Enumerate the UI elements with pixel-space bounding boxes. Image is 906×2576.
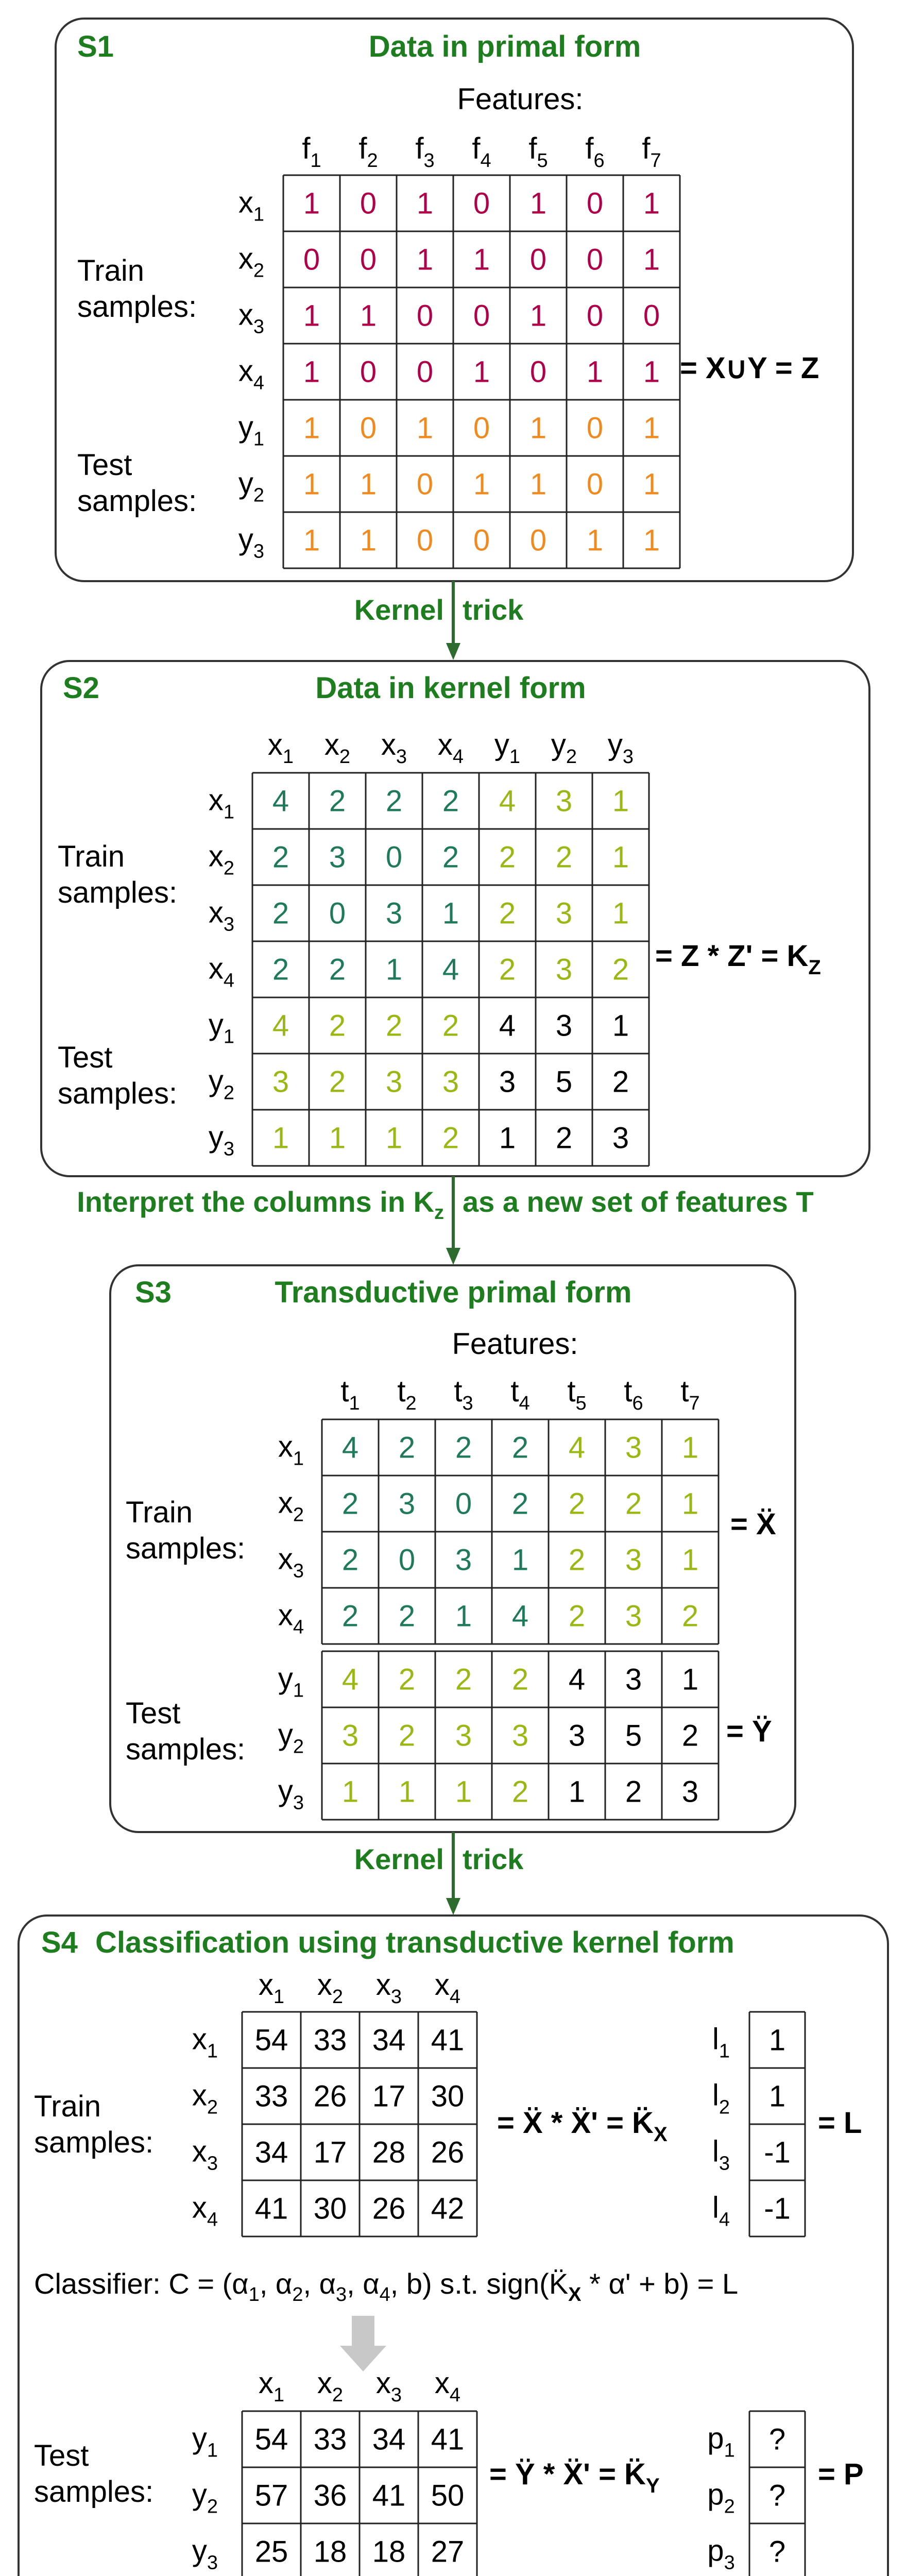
s2-row-label: $y_3$ — [208, 1120, 235, 1160]
s3-cell: 1 — [681, 1487, 699, 1521]
s2-train-label-2: samples: — [58, 876, 178, 909]
s4-train-cell: 26 — [372, 2192, 406, 2226]
s4-label-cell: 1 — [768, 2023, 786, 2057]
s4-label-name: $l_2$ — [712, 2078, 730, 2119]
s4-test-cell: 33 — [313, 2422, 347, 2456]
s1-cell: 0 — [586, 243, 604, 277]
s3-col-label: $t_1$ — [340, 1375, 360, 1414]
s3-row-label: $x_3$ — [278, 1542, 304, 1582]
s1-cell: 1 — [473, 355, 490, 389]
s4-test-cell: 41 — [431, 2422, 465, 2456]
s2-id: S2 — [63, 671, 99, 705]
s4-test-col-label: $x_3$ — [375, 2366, 402, 2406]
s1-cell: 1 — [643, 411, 660, 445]
s1-cell: 1 — [529, 299, 547, 333]
s3-cell: 4 — [568, 1431, 586, 1465]
s2-cell: 2 — [385, 784, 403, 818]
s2-cell: 3 — [555, 1009, 573, 1043]
s1-cell: 0 — [416, 299, 434, 333]
s4-train-cell: 54 — [254, 2023, 288, 2057]
s2-cell: 5 — [555, 1065, 573, 1099]
s2-row-label: $x_2$ — [208, 839, 235, 879]
s1-cell: 1 — [643, 467, 660, 501]
s2-col-label: $y_3$ — [607, 728, 634, 768]
s1-cell: 0 — [586, 299, 604, 333]
s4-train-row-label: $x_3$ — [192, 2134, 218, 2175]
s2-cell: 2 — [272, 896, 289, 930]
s2-cell: 2 — [329, 784, 346, 818]
s4-train-cell: 33 — [313, 2023, 347, 2057]
s2-test-label-2: samples: — [58, 1077, 178, 1110]
s2-row-label: $y_2$ — [208, 1064, 235, 1104]
s2-cell: 2 — [385, 1009, 403, 1043]
s3-cell: 2 — [681, 1599, 699, 1633]
s4-pred-name: $p_3$ — [707, 2534, 735, 2574]
s3-col-label: $t_6$ — [624, 1375, 643, 1414]
s1-train-label-2: samples: — [77, 290, 197, 324]
s3-equation-train: = Ẍ — [730, 1507, 776, 1541]
s3-cell: 1 — [681, 1431, 699, 1465]
s2-col-label: $x_3$ — [381, 728, 407, 768]
s4-train-cell: 30 — [313, 2192, 347, 2226]
s2-cell: 2 — [329, 1009, 346, 1043]
s1-cell: 1 — [416, 411, 434, 445]
s3-cell: 1 — [511, 1543, 529, 1577]
s2-cell: 2 — [442, 840, 459, 874]
s1-equation: = X∪Y = Z — [680, 351, 819, 385]
s3-cell: 2 — [398, 1599, 416, 1633]
s4-test-row-label: $y_2$ — [192, 2478, 218, 2518]
s3-cell: 3 — [341, 1719, 359, 1753]
s1-col-label: $f_6$ — [585, 132, 605, 172]
s1-cell: 1 — [643, 243, 660, 277]
s3-cell: 2 — [398, 1663, 416, 1697]
s2-cell: 4 — [272, 1009, 289, 1043]
s1-col-label: $f_4$ — [472, 132, 491, 172]
s2-cell: 3 — [385, 1065, 403, 1099]
s4-test-cell: 41 — [372, 2479, 406, 2513]
s4-test-cell: 50 — [431, 2479, 465, 2513]
s3-cell: 2 — [681, 1719, 699, 1753]
s4-pred-name: $p_1$ — [707, 2421, 735, 2462]
s3-col-label: $t_4$ — [510, 1375, 530, 1414]
s1-cell: 1 — [529, 467, 547, 501]
s2-cell: 3 — [329, 840, 346, 874]
s1-cell: 1 — [303, 187, 320, 221]
s4-train-label-2: samples: — [34, 2126, 154, 2159]
s1-cell: 1 — [360, 299, 377, 333]
s1-cell: 1 — [643, 523, 660, 557]
s3-cell: 2 — [568, 1599, 586, 1633]
s4-pred-name: $p_2$ — [707, 2478, 735, 2518]
s2-cell: 2 — [555, 1121, 573, 1155]
s1-col-label: $f_3$ — [415, 132, 435, 172]
s1-col-label: $f_7$ — [642, 132, 661, 172]
s3-cell: 3 — [568, 1719, 586, 1753]
s1-cell: 0 — [360, 187, 377, 221]
s2-cell: 1 — [499, 1121, 516, 1155]
s1-cell: 1 — [586, 355, 604, 389]
arrow2-label-a: Interpret the columns in $K_z$ — [77, 1185, 444, 1224]
s1-col-label: $f_1$ — [302, 132, 321, 172]
s4-test-cell: 25 — [254, 2535, 288, 2569]
s2-cell: 1 — [612, 1009, 629, 1043]
s4-train-cell: 41 — [254, 2192, 288, 2226]
s2-cell: 2 — [612, 953, 629, 987]
s2-cell: 2 — [612, 1065, 629, 1099]
s4-test-row-label: $y_3$ — [192, 2534, 218, 2574]
s1-cell: 0 — [473, 523, 490, 557]
s4-test-cell: 27 — [431, 2535, 465, 2569]
s1-row-label: $y_2$ — [238, 466, 265, 506]
s3-cell: 2 — [398, 1431, 416, 1465]
s3-cell: 3 — [625, 1663, 642, 1697]
s4-train-row-label: $x_1$ — [192, 2022, 218, 2062]
s3-col-label: $t_3$ — [454, 1375, 473, 1414]
s2-cell: 2 — [555, 840, 573, 874]
s3-col-label: $t_2$ — [397, 1375, 417, 1414]
s4-test-cell: 18 — [313, 2535, 347, 2569]
s3-test-label-1: Test — [126, 1697, 181, 1730]
s3-cell: 2 — [511, 1663, 529, 1697]
s3-cell: 3 — [625, 1599, 642, 1633]
s3-row-label: $x_1$ — [278, 1430, 304, 1470]
s1-cell: 1 — [586, 523, 604, 557]
s1-cell: 1 — [416, 243, 434, 277]
s2-cell: 0 — [385, 840, 403, 874]
s4-train-equation: = Ẍ * Ẍ' = $K̈_X$ — [497, 2106, 668, 2146]
s2-row-label: $x_3$ — [208, 895, 235, 936]
s4-pred-cell: ? — [768, 2479, 786, 2513]
s1-cell: 0 — [416, 467, 434, 501]
s1-cell: 0 — [529, 243, 547, 277]
s1-cell: 0 — [529, 355, 547, 389]
s3-cell: 4 — [511, 1599, 529, 1633]
s4-train-cell: 28 — [372, 2136, 406, 2170]
s2-cell: 1 — [442, 896, 459, 930]
s1-cell: 1 — [303, 523, 320, 557]
s1-cell: 0 — [360, 355, 377, 389]
s1-cell: 1 — [473, 467, 490, 501]
s4-preds-equation: = P — [818, 2458, 864, 2491]
s1-cell: 1 — [473, 243, 490, 277]
arrow-s1-s2-head — [446, 643, 460, 660]
s4-test-cell: 57 — [254, 2479, 288, 2513]
s3-cell: 5 — [625, 1719, 642, 1753]
s1-row-label: $x_4$ — [238, 354, 265, 394]
s4-train-cell: 34 — [372, 2023, 406, 2057]
s1-row-label: $x_3$ — [238, 298, 265, 338]
s4-pred-cell: ? — [768, 2422, 786, 2456]
s4-train-col-label: $x_4$ — [434, 1968, 461, 2008]
arrow1-label-a: Kernel — [354, 594, 444, 626]
s3-row-label: $y_2$ — [278, 1718, 304, 1758]
s1-cell: 0 — [643, 299, 660, 333]
s3-id: S3 — [135, 1276, 172, 1309]
s1-test-label-2: samples: — [77, 484, 197, 518]
s1-title: Data in primal form — [368, 30, 641, 63]
s2-cell: 4 — [272, 784, 289, 818]
s4-test-col-label: $x_2$ — [317, 2366, 344, 2406]
s3-features-label: Features: — [452, 1327, 578, 1361]
s4-train-cell: 42 — [431, 2192, 465, 2226]
s1-cell: 1 — [303, 411, 320, 445]
s1-cell: 0 — [473, 411, 490, 445]
s4-test-cell: 36 — [313, 2479, 347, 2513]
s3-cell: 4 — [568, 1663, 586, 1697]
s1-cell: 0 — [303, 243, 320, 277]
s1-cell: 1 — [303, 467, 320, 501]
s2-cell: 1 — [385, 953, 403, 987]
s1-cell: 0 — [473, 187, 490, 221]
s3-train-label-1: Train — [126, 1496, 193, 1529]
s4-title: Classification using transductive kernel form — [95, 1926, 734, 1959]
s3-cell: 1 — [568, 1775, 586, 1809]
s4-test-cell: 34 — [372, 2422, 406, 2456]
s4-train-cell: 34 — [254, 2136, 288, 2170]
s2-cell: 4 — [499, 1009, 516, 1043]
s2-col-label: $x_4$ — [437, 728, 464, 768]
s4-test-equation: = Ÿ * Ẍ' = $K̈_Y$ — [489, 2458, 660, 2497]
s2-cell: 2 — [442, 1121, 459, 1155]
s3-cell: 1 — [455, 1599, 472, 1633]
s3-cell: 2 — [455, 1663, 472, 1697]
s4-train-col-label: $x_2$ — [317, 1968, 344, 2008]
s2-cell: 3 — [612, 1121, 629, 1155]
s4-test-label-2: samples: — [34, 2475, 154, 2509]
s4-test-label-1: Test — [34, 2439, 89, 2472]
s1-row-label: $y_3$ — [238, 522, 265, 563]
s3-cell: 4 — [341, 1663, 359, 1697]
s4-label-name: $l_1$ — [712, 2022, 730, 2062]
s3-title: Transductive primal form — [275, 1276, 632, 1309]
s4-test-cell: 54 — [254, 2422, 288, 2456]
s2-cell: 2 — [272, 840, 289, 874]
s1-col-label: $f_2$ — [358, 132, 378, 172]
s1-row-label: $y_1$ — [238, 410, 265, 450]
s3-row-label: $y_3$ — [278, 1774, 304, 1814]
s4-train-col-label: $x_3$ — [375, 1968, 402, 2008]
s3-cell: 2 — [511, 1431, 529, 1465]
s3-cell: 3 — [511, 1719, 529, 1753]
s2-cell: 3 — [555, 953, 573, 987]
s1-id: S1 — [77, 30, 114, 63]
s3-cell: 3 — [398, 1487, 416, 1521]
s3-cell: 2 — [341, 1487, 359, 1521]
s3-cell: 1 — [455, 1775, 472, 1809]
s2-test-label-1: Test — [58, 1041, 113, 1074]
s2-cell: 1 — [329, 1121, 346, 1155]
arrow-s3-s4-head — [446, 1898, 460, 1915]
s3-cell: 2 — [511, 1487, 529, 1521]
s2-row-label: $y_1$ — [208, 1008, 235, 1048]
s4-labels-equation: = L — [818, 2106, 862, 2140]
s3-cell: 3 — [455, 1719, 472, 1753]
s1-cell: 0 — [360, 411, 377, 445]
s4-test-row-label: $y_1$ — [192, 2421, 218, 2462]
s4-label-cell: -1 — [764, 2136, 791, 2170]
s2-cell: 3 — [499, 1065, 516, 1099]
s4-train-cell: 17 — [313, 2136, 347, 2170]
s2-cell: 1 — [612, 840, 629, 874]
s2-cell: 2 — [329, 953, 346, 987]
s2-cell: 2 — [329, 1065, 346, 1099]
s3-cell: 3 — [625, 1543, 642, 1577]
s3-cell: 1 — [681, 1663, 699, 1697]
s4-label-name: $l_4$ — [712, 2191, 730, 2231]
s1-cell: 0 — [360, 243, 377, 277]
s3-cell: 1 — [398, 1775, 416, 1809]
s4-label-name: $l_3$ — [712, 2134, 730, 2175]
s3-cell: 2 — [341, 1543, 359, 1577]
s2-train-label-1: Train — [58, 840, 125, 873]
s3-cell: 0 — [455, 1487, 472, 1521]
s1-cell: 1 — [303, 299, 320, 333]
s4-train-cell: 17 — [372, 2079, 406, 2113]
s2-col-label: $x_1$ — [267, 728, 294, 768]
s1-test-label-1: Test — [77, 448, 132, 482]
arrow1-label-b: trick — [463, 594, 524, 626]
s2-col-label: $x_2$ — [324, 728, 351, 768]
s4-label-cell: 1 — [768, 2079, 786, 2113]
s2-title: Data in kernel form — [315, 671, 586, 705]
s3-cell: 3 — [625, 1431, 642, 1465]
s4-classifier-text: Classifier: $C = (\alpha_1$, $\alpha_2$, $\alpha_3$, $\alpha_4$, b) s.t. $sign(K̈_X * \alpha' + b) = L$ — [34, 2267, 739, 2306]
s1-cell: 1 — [360, 467, 377, 501]
s1-cell: 1 — [529, 411, 547, 445]
s4-train-row-label: $x_4$ — [192, 2191, 218, 2231]
s3-cell: 2 — [568, 1487, 586, 1521]
s3-cell: 2 — [568, 1543, 586, 1577]
s2-cell: 2 — [499, 840, 516, 874]
s1-cell: 1 — [643, 187, 660, 221]
s2-cell: 3 — [555, 784, 573, 818]
s2-cell: 3 — [555, 896, 573, 930]
arrow-s2-s3-head — [446, 1248, 460, 1265]
s3-row-label: $x_2$ — [278, 1486, 304, 1526]
s1-cell: 1 — [643, 355, 660, 389]
s1-cell: 1 — [303, 355, 320, 389]
s4-test-col-label: $x_4$ — [434, 2366, 461, 2406]
s4-gray-arrow-shaft — [352, 2316, 374, 2346]
s1-row-label: $x_1$ — [238, 185, 265, 226]
s1-cell: 0 — [586, 467, 604, 501]
s3-cell: 2 — [511, 1775, 529, 1809]
s2-cell: 2 — [499, 896, 516, 930]
s4-test-col-label: $x_1$ — [258, 2366, 285, 2406]
s1-cell: 0 — [586, 187, 604, 221]
s4-train-row-label: $x_2$ — [192, 2078, 218, 2119]
s4-train-cell: 33 — [254, 2079, 288, 2113]
s3-train-label-2: samples: — [126, 1532, 246, 1565]
s2-cell: 2 — [442, 1009, 459, 1043]
s3-cell: 2 — [455, 1431, 472, 1465]
s4-train-col-label: $x_1$ — [258, 1968, 285, 2008]
s4-train-cell: 41 — [431, 2023, 465, 2057]
s3-cell: 0 — [398, 1543, 416, 1577]
s3-cell: 3 — [455, 1543, 472, 1577]
s2-row-label: $x_1$ — [208, 783, 235, 823]
s4-label-cell: -1 — [764, 2192, 791, 2226]
arrow3-label-b: trick — [463, 1843, 524, 1875]
s3-cell: 4 — [341, 1431, 359, 1465]
s3-cell: 1 — [681, 1543, 699, 1577]
s3-col-label: $t_7$ — [680, 1375, 700, 1414]
s4-train-cell: 26 — [313, 2079, 347, 2113]
s1-cell: 0 — [416, 355, 434, 389]
s2-cell: 3 — [272, 1065, 289, 1099]
arrow2-label-b: as a new set of features T — [463, 1185, 814, 1218]
s3-cell: 2 — [398, 1719, 416, 1753]
s1-col-label: $f_5$ — [528, 132, 548, 172]
s2-cell: 1 — [612, 784, 629, 818]
s2-cell: 0 — [329, 896, 346, 930]
s4-pred-cell: ? — [768, 2535, 786, 2569]
s1-cell: 1 — [416, 187, 434, 221]
s2-equation: = $Z * Z' = K_Z$ — [655, 939, 821, 979]
s1-cell: 0 — [529, 523, 547, 557]
s1-cell: 0 — [586, 411, 604, 445]
s1-train-label-1: Train — [77, 254, 144, 287]
s2-cell: 1 — [272, 1121, 289, 1155]
s2-cell: 2 — [442, 784, 459, 818]
s2-cell: 1 — [385, 1121, 403, 1155]
s1-cell: 1 — [529, 187, 547, 221]
s3-cell: 2 — [625, 1487, 642, 1521]
s3-cell: 2 — [625, 1775, 642, 1809]
s3-row-label: $x_4$ — [278, 1598, 304, 1638]
s1-cell: 1 — [360, 523, 377, 557]
s1-features-label: Features: — [457, 82, 584, 116]
s2-cell: 3 — [442, 1065, 459, 1099]
s3-equation-test: = Ÿ — [726, 1715, 772, 1748]
s2-cell: 3 — [385, 896, 403, 930]
s2-row-label: $x_4$ — [208, 952, 235, 992]
s2-cell: 2 — [272, 953, 289, 987]
s1-cell: 0 — [416, 523, 434, 557]
arrow3-label-a: Kernel — [354, 1843, 444, 1875]
s3-row-label: $y_1$ — [278, 1662, 304, 1702]
s4-test-cell: 18 — [372, 2535, 406, 2569]
s4-train-cell: 30 — [431, 2079, 465, 2113]
s4-id: S4 — [41, 1926, 78, 1959]
s3-test-label-2: samples: — [126, 1733, 246, 1766]
s1-row-label: $x_2$ — [238, 242, 265, 282]
s4-train-label-1: Train — [34, 2090, 101, 2123]
s2-cell: 1 — [612, 896, 629, 930]
s3-col-label: $t_5$ — [567, 1375, 587, 1414]
s4-train-cell: 26 — [431, 2136, 465, 2170]
s2-col-label: $y_2$ — [551, 728, 577, 768]
s3-cell: 1 — [341, 1775, 359, 1809]
s2-cell: 4 — [442, 953, 459, 987]
s2-cell: 4 — [499, 784, 516, 818]
s2-col-label: $y_1$ — [494, 728, 521, 768]
s3-cell: 2 — [341, 1599, 359, 1633]
s2-cell: 2 — [499, 953, 516, 987]
s1-cell: 0 — [473, 299, 490, 333]
s3-cell: 3 — [681, 1775, 699, 1809]
